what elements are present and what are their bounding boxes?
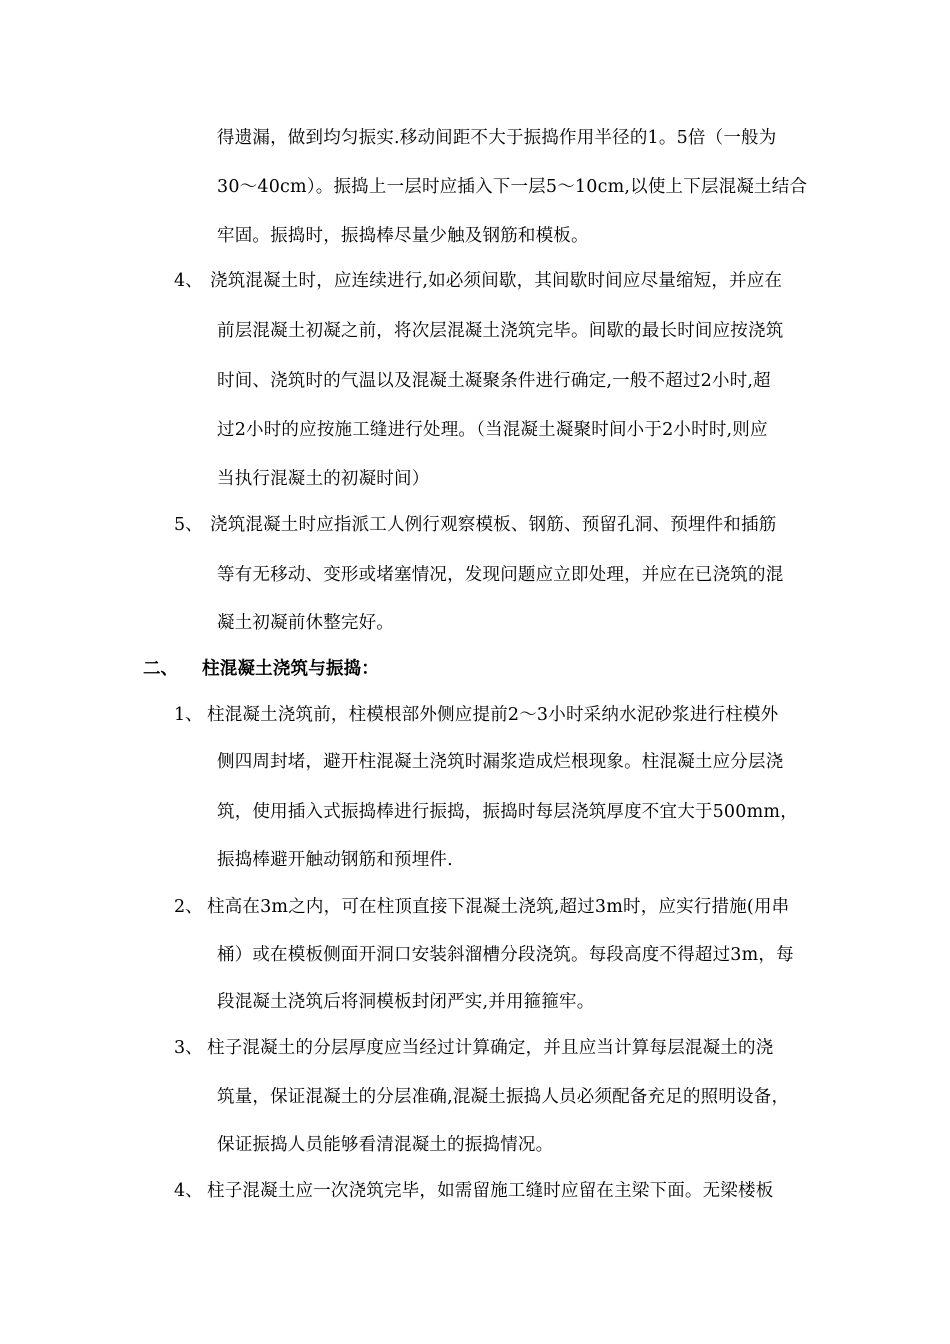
paragraph-line: 等有无移动、变形或堵塞情况，发现问题应立即处理，并应在已浇筑的混: [217, 565, 784, 585]
paragraph-line: 时间、浇筑时的气温以及混凝土凝聚条件进行确定,一般不超过2小时,超: [217, 371, 771, 391]
list-number: 1、: [174, 705, 203, 725]
paragraph-line: 段混凝土浇筑后将洞模板封闭严实,并用箍箍牢。: [217, 992, 595, 1012]
paragraph-line: 前层混凝土初凝之前，将次层混凝土浇筑完毕。间歇的最长时间应按浇筑: [217, 321, 784, 341]
paragraph-line: 牢固。振捣时，振捣棒尽量少触及钢筋和模板。: [217, 226, 589, 246]
paragraph-line: 侧四周封堵，避开柱混凝土浇筑时漏浆造成烂根现象。柱混凝土应分层浇: [217, 752, 784, 772]
paragraph-line: 过2小时的应按施工缝进行处理。（当混凝土凝聚时间小于2小时时,则应: [217, 420, 768, 440]
paragraph-line: 柱混凝土浇筑前，柱模根部外侧应提前2～3小时采纳水泥砂浆进行柱模外: [207, 705, 779, 725]
list-number: 4、: [174, 271, 203, 291]
list-number: 4、: [174, 1181, 203, 1201]
paragraph-line: 当执行混凝土的初凝时间）: [217, 469, 430, 489]
paragraph-line: 柱高在3m之内，可在柱顶直接下混凝土浇筑,超过3m时，应实行措施(用串: [207, 897, 790, 917]
list-number: 2、: [174, 897, 203, 917]
paragraph-line: 振捣棒避开触动钢筋和预埋件.: [217, 850, 453, 870]
paragraph-line: 保证振捣人员能够看清混凝土的振捣情况。: [217, 1135, 554, 1155]
paragraph-line: 浇筑混凝土时，应连续进行,如必须间歇，其间歇时间应尽量缩短，并应在: [210, 271, 783, 291]
section-number: 二、: [143, 659, 178, 679]
paragraph-line: 筑量，保证混凝土的分层准确,混凝土振捣人员必须配备充足的照明设备，: [217, 1087, 790, 1107]
paragraph-line: 柱子混凝土的分层厚度应当经过计算确定，并且应当计算每层混凝土的浇: [207, 1038, 774, 1058]
section-title: 柱混凝土浇筑与振捣：: [202, 659, 379, 679]
paragraph-line: 柱子混凝土应一次浇筑完毕，如需留施工缝时应留在主梁下面。无梁楼板: [207, 1181, 774, 1201]
paragraph-line: 桶）或在模板侧面开洞口安装斜溜槽分段浇筑。每段高度不得超过3m，每: [217, 945, 794, 965]
paragraph-line: 凝土初凝前休整完好。: [217, 613, 394, 633]
list-number: 3、: [174, 1038, 203, 1058]
paragraph-line: 浇筑混凝土时应指派工人例行观察模板、钢筋、预留孔洞、预埋件和插筋: [210, 515, 777, 535]
paragraph-line: 得遗漏，做到均匀振实.移动间距不大于振捣作用半径的1。5倍（一般为: [217, 128, 777, 148]
paragraph-line: 30～40cm）。振捣上一层时应插入下一层5～10cm,以使上下层混凝土结合: [217, 177, 808, 197]
paragraph-line: 筑，使用插入式振捣棒进行振捣，振捣时每层浇筑厚度不宜大于500mm，: [217, 802, 798, 822]
list-number: 5、: [174, 515, 203, 535]
